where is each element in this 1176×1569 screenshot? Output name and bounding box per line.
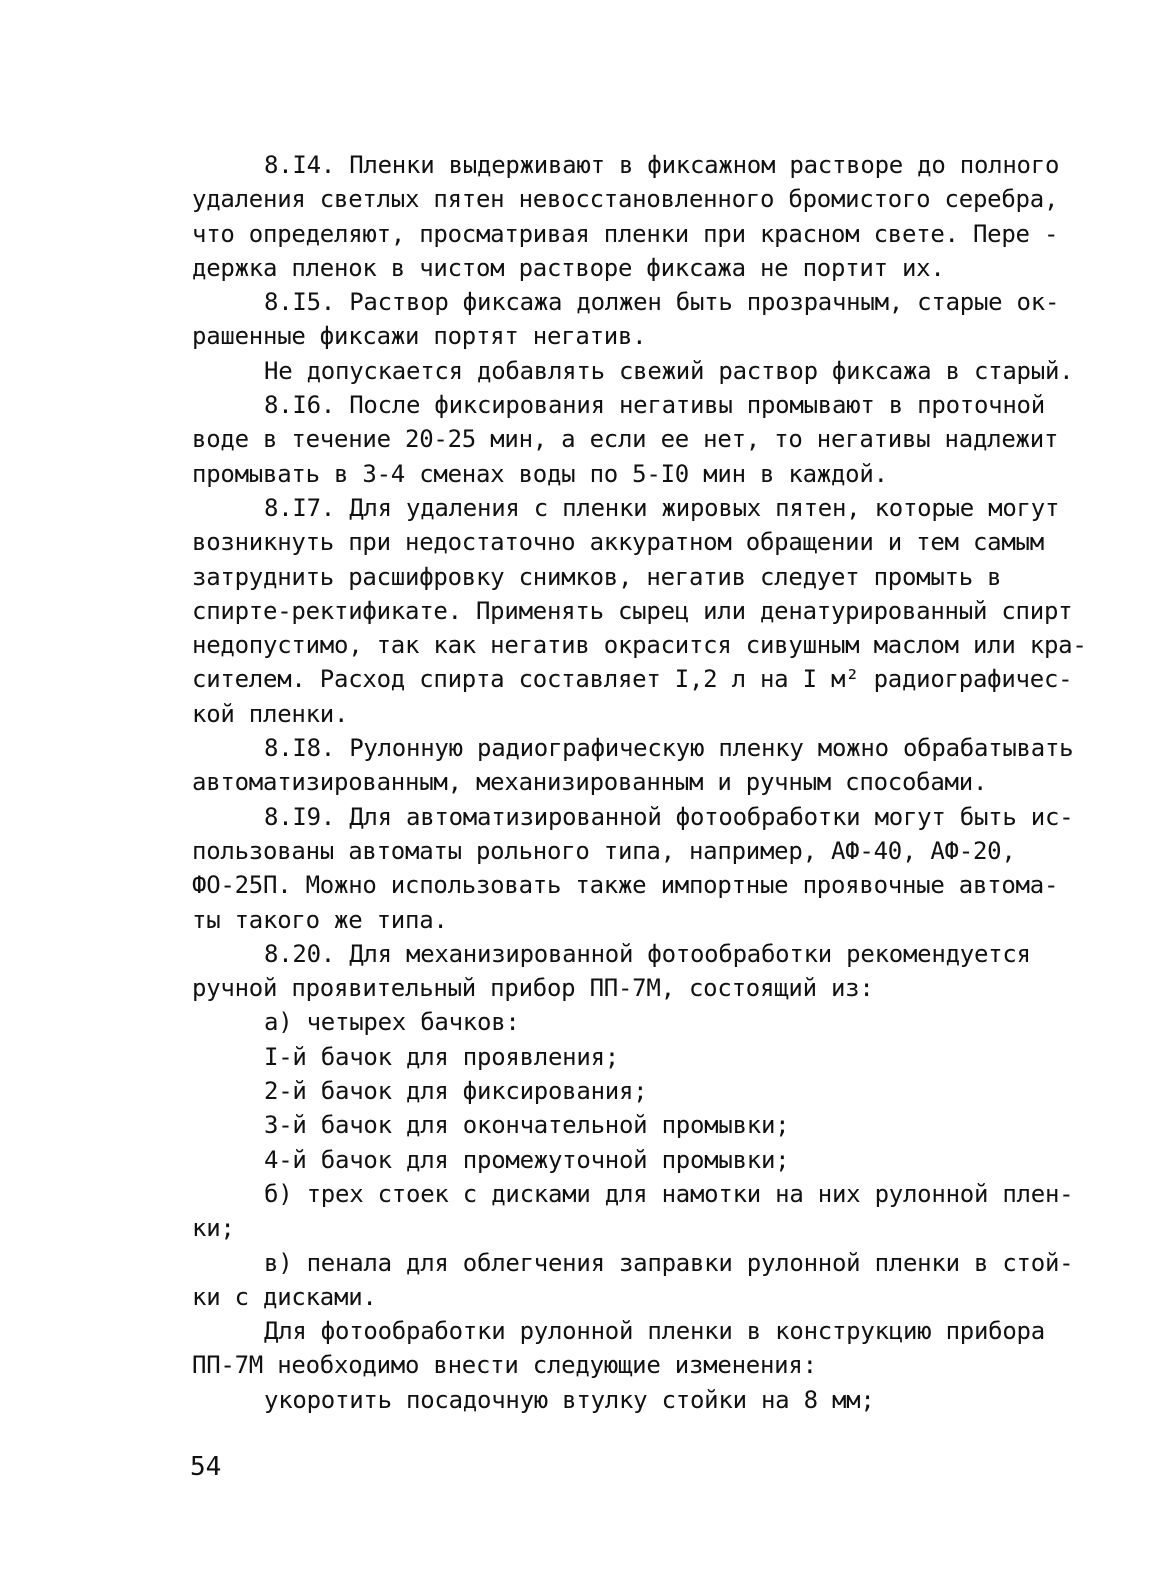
text-line: недопустимо, так как негатив окрасится сивушным маслом или кра-	[192, 631, 1087, 660]
text-line: 8.I8. Рулонную радиографическую пленку можно обрабатывать	[264, 734, 1074, 763]
text-line: а) четырех бачков:	[264, 1008, 520, 1037]
text-line: ты такого же типа.	[192, 905, 448, 934]
text-line: что определяют, просматривая пленки при красном свете. Пере -	[192, 219, 1059, 248]
text-body	[192, 148, 1087, 1417]
text-line: держка пленок в чистом растворе фиксажа не портит их.	[192, 253, 945, 282]
text-line: рашенные фиксажи портят негатив.	[192, 322, 647, 351]
text-line: ФО-25П. Можно использовать также импортные проявочные автома-	[192, 871, 1059, 900]
text-line: I-й бачок для проявления;	[264, 1042, 619, 1071]
text-line: спирте-ректификате. Применять сырец или денатурированный спирт	[192, 596, 1073, 625]
text-line: 8.I6. После фиксирования негативы промывают в проточной	[264, 391, 1045, 420]
text-line: Для фотообработки рулонной пленки в конструкцию прибора	[264, 1317, 1045, 1346]
text-line: автоматизированным, механизированным и ручным способами.	[192, 768, 988, 797]
text-line: затруднить расшифровку снимков, негатив следует промыть в	[192, 562, 1002, 591]
text-line: 2-й бачок для фиксирования;	[264, 1077, 648, 1106]
text-line: кой пленки.	[192, 699, 349, 728]
text-line: укоротить посадочную втулку стойки на 8 мм;	[264, 1385, 875, 1414]
text-line: сителем. Расход спирта составляет I,2 л на I м² радиографичес-	[192, 665, 1073, 694]
text-line: ки;	[192, 1214, 235, 1243]
text-line: возникнуть при недостаточно аккуратном обращении и тем самым	[192, 528, 1044, 557]
text-line: 4-й бачок для промежуточной промывки;	[264, 1145, 790, 1174]
text-line: 8.I5. Раствор фиксажа должен быть прозрачным, старые ок-	[264, 288, 1060, 317]
text-line: б) трех стоек с дисками для намотки на них рулонной плен-	[264, 1179, 1074, 1208]
text-line: пользованы автоматы рольного типа, например, АФ-40, АФ-20,	[192, 836, 1016, 865]
text-line: ручной проявительный прибор ПП-7М, состоящий из:	[192, 974, 874, 1003]
text-line: 8.I4. Пленки выдерживают в фиксажном растворе до полного	[264, 151, 1060, 179]
text-line: промывать в 3-4 сменах воды по 5-I0 мин в каждой.	[192, 459, 888, 488]
text-line: воде в течение 20-25 мин, а если ее нет, то негативы надлежит	[192, 425, 1059, 454]
text-line: 8.I9. Для автоматизированной фотообработки могут быть ис-	[264, 802, 1074, 831]
text-line: в) пенала для облегчения заправки рулонной пленки в стой-	[264, 1248, 1074, 1277]
text-line: Не допускается добавлять свежий раствор фиксажа в старый.	[264, 356, 1074, 385]
text-line: удаления светлых пятен невосстановленного бромистого серебра,	[192, 185, 1059, 214]
text-line: ПП-7М необходимо внести следующие изменения:	[192, 1351, 817, 1380]
text-line: 8.I7. Для удаления с пленки жировых пятен, которые могут	[264, 493, 1060, 522]
text-line: 3-й бачок для окончательной промывки;	[264, 1111, 790, 1140]
page-number: 54	[190, 1452, 222, 1482]
text-line: 8.20. Для механизированной фотообработки рекомендуется	[264, 939, 1031, 968]
text-line: ки с дисками.	[192, 1282, 377, 1311]
